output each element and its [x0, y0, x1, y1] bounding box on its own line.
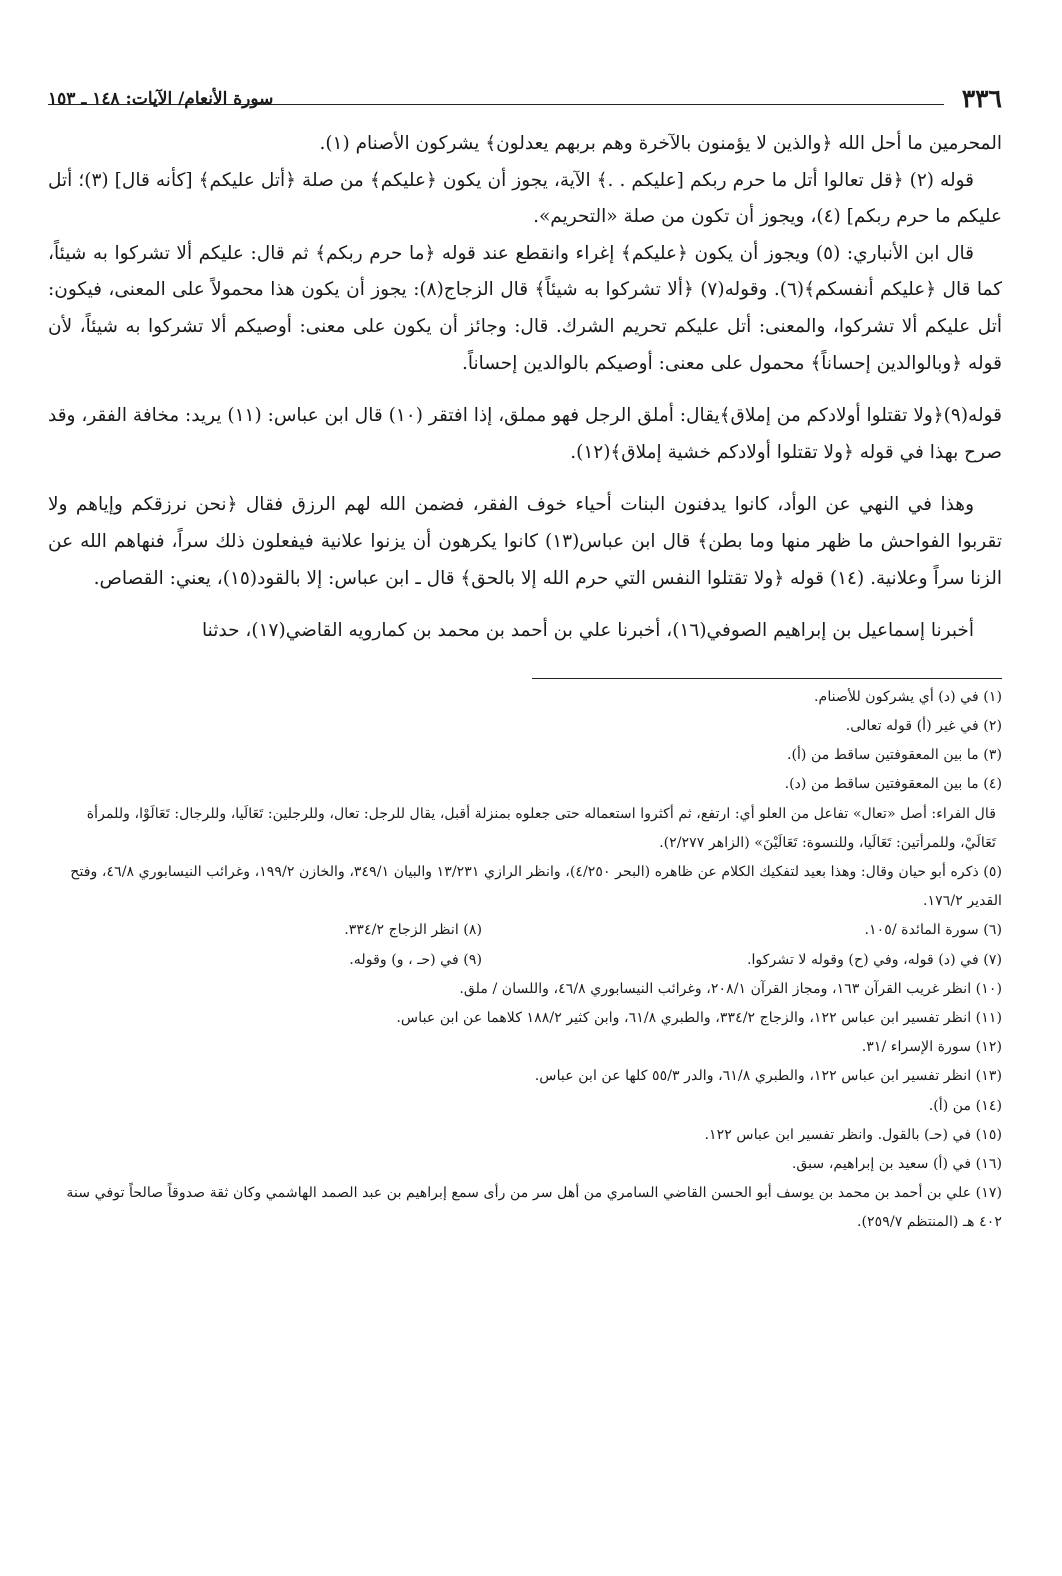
footnote: (١٥) في (حـ) بالقول. وانظر تفسير ابن عباس ١٢٢.: [704, 1126, 1002, 1143]
paragraph: وهذا في النهي عن الوأد، كانوا يدفنون البنات أحياء خوف الفقر، فضمن الله لهم الرزق فقال ﴿نحن نرزقكم وإياهم ولا تقربوا الفواحش ما ظهر منها وما بطن﴾ قال ابن عباس(١٣) كانوا يكرهون أن يزنوا علانية فيفعلون ذلك سراً، فنهاهم الله عن الزنا سراً وعلانية. (١٤) قوله ﴿ولا تقتلوا النفس التي حرم الله إلا بالحق﴾ قال ـ ابن عباس: إلا بالقود(١٥)، يعني: القصاص.: [48, 494, 1002, 589]
paragraph: قوله(٩)﴿ولا تقتلوا أولادكم من إملاق﴾يقال: أملق الرجل فهو مملق، إذا افتقر (١٠) قال ابن عباس: (١١) يريد: مخافة الفقر، وقد صرح بهذا في قوله ﴿ولا تقتلوا أولادكم خشية إملاق﴾(١٢).: [48, 405, 1002, 463]
footnotes: [48, 683, 1002, 1238]
footnote: (٨) انظر الزجاج ٣٣٤/٢.: [344, 922, 482, 939]
footnote: (٤) ما بين المعقوفتين ساقط من (د).: [784, 776, 1002, 793]
footnote: (٢) في غير (أ) قوله تعالى.: [845, 717, 1002, 734]
page-number: ٣٣٦: [961, 84, 1002, 113]
footnote: (١٢) سورة الإسراء /٣١.: [861, 1039, 1002, 1056]
footnote: (٥) ذكره أبو حيان وقال: وهذا بعيد لتفكيك الكلام عن ظاهره (البحر ٤/٢٥٠)، وانظر الرازي ١٣/٢٣١ والبيان ٣٤٩/١، والخازن ١٩٩/٢، وغرائب النيسابوري ٤٦/٨، وفتح القدير ١٧٦/٢.: [70, 863, 1002, 910]
footnote-pair: [48, 946, 1002, 975]
paragraph: قال ابن الأنباري: (٥) ويجوز أن يكون ﴿عليكم﴾ إغراء وانقطع عند قوله ﴿ما حرم ربكم﴾ ثم قال: عليكم ألا تشركوا به شيئاً، كما قال ﴿عليكم أنفسكم﴾(٦). وقوله(٧) ﴿ألا تشركوا به شيئاً﴾ قال الزجاج(٨): يجوز أن يكون هذا محمولاً على المعنى، فيكون: أتل عليكم ألا تشركوا، والمعنى: أتل عليكم تحريم الشرك. قال: وجائز أن يكون على معنى: أوصيكم ألا تشركوا به شيئاً، لأن قوله ﴿وبالوالدين إحساناً﴾ محمول على معنى: أوصيكم بالوالدين إحساناً.: [48, 242, 1002, 374]
running-header: [48, 84, 1002, 118]
footnote: (١٦) في (أ) سعيد بن إبراهيم، سبق.: [791, 1155, 1002, 1172]
footnote: (٣) ما بين المعقوفتين ساقط من (أ).: [786, 747, 1002, 764]
footnote: (٦) سورة المائدة /١٠٥.: [864, 922, 1002, 939]
footnote: (١٣) انظر تفسير ابن عباس ١٢٢، والطبري ٦١/٨، والدر ٥٥/٣ كلها عن ابن عباس.: [534, 1068, 1002, 1085]
footnote: (١) في (د) أي يشركون للأصنام.: [814, 688, 1002, 705]
footnote-pair: [48, 916, 1002, 945]
footnote: (١١) انظر تفسير ابن عباس ١٢٢، والزجاج ٣٣٤/٢، والطبري ٦١/٨، وابن كثير ١٨٨/٢ كلاهما عن ابن عباس.: [396, 1009, 1002, 1026]
footnote-separator: [532, 678, 1002, 679]
paragraph: قوله (٢) ﴿قل تعالوا أتل ما حرم ربكم [عليكم . .﴾ الآية، يجوز أن يكون ﴿عليكم﴾ من صلة ﴿أتل عليكم﴾ [كأنه قال] (٣)؛ أتل عليكم ما حرم ربكم] (٤)، ويجوز أن تكون من صلة «التحريم».: [48, 169, 1002, 228]
footnote: (١٠) انظر غريب القرآن ١٦٣، ومجاز القرآن ٢٠٨/١، وغرائب النيسابوري ٤٦/٨، واللسان / ملق.: [459, 980, 1002, 997]
footnote: (١٧) علي بن أحمد بن محمد بن يوسف أبو الحسن القاضي السامري من أهل سر من رأى سمع إبراهيم بن عبد الصمد الهاشمي وكان ثقة صدوقاً صالحاً توفي سنة ٤٠٢ هـ (المنتظم ٢٥٩/٧).: [66, 1185, 1002, 1231]
paragraph: أخبرنا إسماعيل بن إبراهيم الصوفي(١٦)، أخبرنا علي بن أحمد بن محمد بن كمارويه القاضي(١٧)، حدثنا: [202, 620, 974, 642]
main-text: [48, 126, 1002, 650]
footnote-continuation: قال الفراء: أصل «تعال» تفاعل من العلو أي: ارتفع، ثم أكثروا استعماله حتى جعلوه بمنزلة أقبل، يقال للرجل: تعال، وللرجلين: تَعَالَيا، وللرجال: تَعَالَوْا، وللمرأة تَعَالَيْ، وللمرأتين: تَعَالَيا، وللنسوة: تَعَالَيْنَ» (الزاهر ٢/٢٧٧).: [86, 805, 996, 851]
footnote: (١٤) من (أ).: [928, 1097, 1002, 1114]
footnote: (٧) في (د) قوله، وفي (ح) وقوله لا تشركوا.: [746, 951, 1002, 968]
footnote: (٩) في (حـ ، و) وقوله.: [349, 951, 482, 968]
paragraph: المحرمين ما أحل الله ﴿والذين لا يؤمنون بالآخرة وهم بربهم يعدلون﴾ يشركون الأصنام (١).: [319, 133, 1002, 154]
running-title: سورة الأنعام/ الآيات: ١٤٨ ـ ١٥٣: [48, 89, 274, 109]
